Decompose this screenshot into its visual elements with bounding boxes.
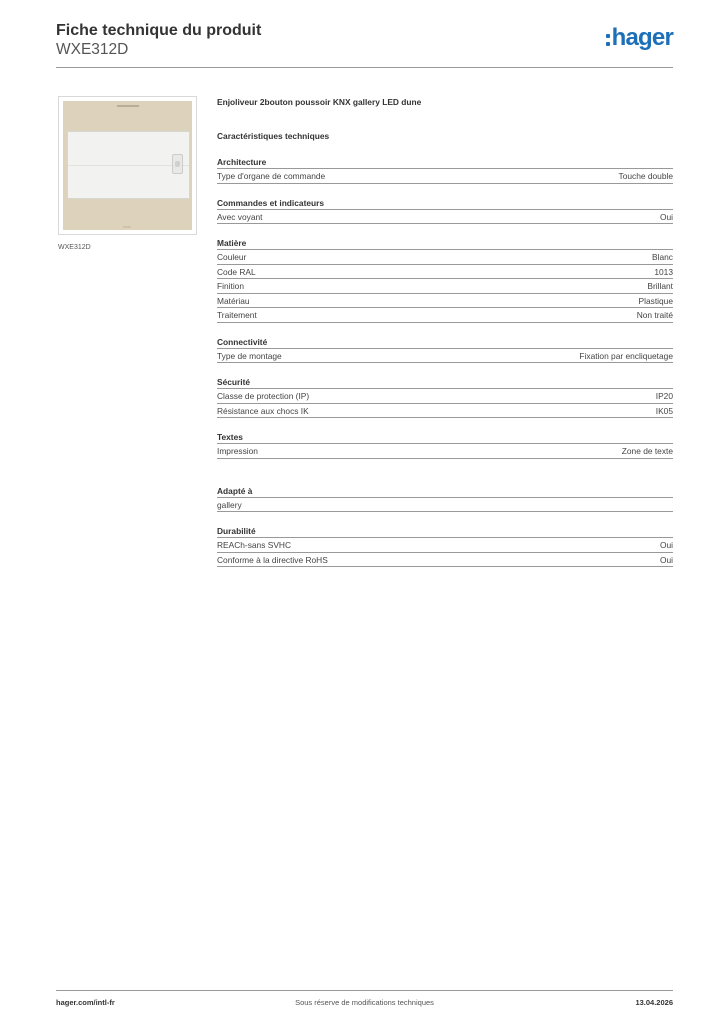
header-divider bbox=[56, 67, 673, 68]
spec-label: REACh-sans SVHC bbox=[217, 540, 292, 550]
page-header bbox=[56, 22, 673, 68]
spec-value: IP20 bbox=[655, 391, 673, 401]
spec-label: Finition bbox=[217, 281, 244, 291]
spec-label: Code RAL bbox=[217, 266, 256, 277]
spec-label: Impression bbox=[217, 446, 258, 456]
spec-row bbox=[217, 389, 673, 404]
spec-row bbox=[217, 308, 673, 323]
group-title: Matière bbox=[217, 237, 673, 250]
group-title: Connectivité bbox=[217, 336, 673, 349]
group-title: Adapté à bbox=[217, 485, 673, 498]
spec-value: Non traité bbox=[636, 310, 673, 320]
spec-row bbox=[217, 404, 673, 419]
led-indicator-icon bbox=[172, 154, 183, 174]
plate-bottom-slot bbox=[123, 226, 131, 228]
spec-label: Avec voyant bbox=[217, 211, 263, 222]
group-title: Commandes et indicateurs bbox=[217, 197, 673, 210]
spec-value: Fixation par encliquetage bbox=[579, 350, 673, 361]
image-caption: WXE312D bbox=[58, 244, 91, 251]
spec-label: Conforme à la directive RoHS bbox=[217, 554, 328, 565]
spec-value: Touche double bbox=[618, 171, 673, 181]
page-title: Fiche technique du produit bbox=[56, 22, 262, 39]
footer-date: 13.04.2026 bbox=[635, 998, 673, 1007]
page-footer bbox=[56, 990, 673, 1020]
spec-row bbox=[217, 294, 673, 309]
spec-label: gallery bbox=[217, 499, 242, 510]
spec-label: Classe de protection (IP) bbox=[217, 391, 310, 401]
spec-label: Type de montage bbox=[217, 350, 282, 361]
spec-value: Blanc bbox=[652, 252, 673, 262]
spec-row bbox=[217, 279, 673, 294]
group-title: Textes bbox=[217, 431, 673, 444]
spec-row bbox=[217, 265, 673, 280]
spec-label: Type d'organe de commande bbox=[217, 171, 326, 181]
logo-text: hager bbox=[611, 24, 673, 51]
tech-heading: Caractéristiques techniques bbox=[217, 131, 330, 141]
spec-value: Zone de texte bbox=[621, 446, 673, 456]
cover-plate bbox=[63, 101, 192, 230]
spec-groups bbox=[217, 156, 673, 567]
group-title: Durabilité bbox=[217, 525, 673, 538]
spec-row bbox=[217, 553, 673, 568]
spec-section bbox=[217, 96, 673, 567]
spec-value: Brillant bbox=[647, 281, 673, 291]
product-name: Enjoliveur 2bouton poussoir KNX gallery LED dune bbox=[217, 97, 422, 107]
group-title: Architecture bbox=[217, 156, 673, 169]
footer-divider bbox=[56, 990, 673, 991]
spec-row bbox=[217, 349, 673, 364]
push-button-rocker bbox=[67, 131, 190, 199]
spec-value: Oui bbox=[659, 211, 673, 222]
plate-top-slot bbox=[117, 105, 139, 107]
rocker-split-line bbox=[68, 165, 189, 166]
spec-label: Couleur bbox=[217, 252, 247, 262]
group-title: Sécurité bbox=[217, 376, 673, 389]
spec-value: Plastique bbox=[638, 295, 673, 306]
spec-value: Oui bbox=[659, 540, 673, 550]
spec-row bbox=[217, 169, 673, 184]
spec-row bbox=[217, 210, 673, 225]
footer-website: hager.com/intl-fr bbox=[56, 998, 115, 1007]
spec-value: 1013 bbox=[654, 266, 673, 277]
product-reference: WXE312D bbox=[56, 41, 129, 58]
logo-dots-icon bbox=[606, 34, 610, 46]
hager-logo bbox=[606, 26, 673, 50]
spec-value: Oui bbox=[659, 554, 673, 565]
spec-label: Traitement bbox=[217, 310, 257, 320]
spec-row bbox=[217, 444, 673, 459]
product-image bbox=[58, 96, 197, 235]
footer-disclaimer: Sous réserve de modifications techniques bbox=[295, 998, 434, 1007]
spec-row bbox=[217, 498, 673, 513]
spec-label: Résistance aux chocs IK bbox=[217, 405, 309, 416]
spec-row bbox=[217, 250, 673, 265]
spec-label: Matériau bbox=[217, 295, 250, 306]
spec-value: IK05 bbox=[655, 405, 673, 416]
spec-row bbox=[217, 538, 673, 553]
